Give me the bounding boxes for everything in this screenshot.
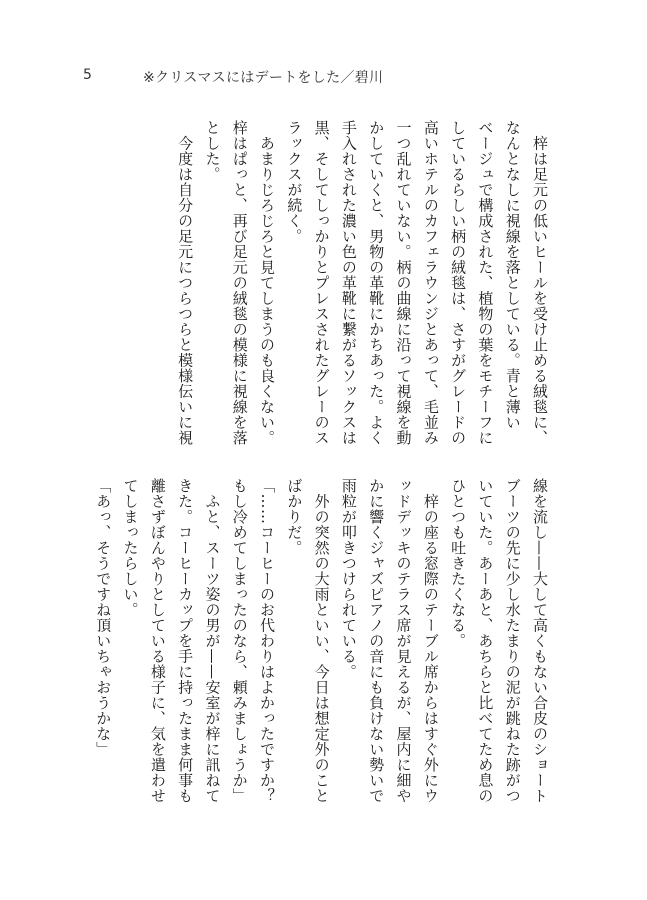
text-line: てしまったらしい。	[121, 478, 140, 618]
text-line: 「……コーヒーのお代わりはよかったですか？	[258, 478, 277, 804]
text-line: ラックスが続く。	[285, 120, 304, 244]
text-line: ベージュで構成された、植物の葉をモチーフに	[476, 120, 495, 446]
text-line: ブーツの先に少し水たまりの泥が跳ねた跡がつ	[503, 478, 522, 804]
text-line: 離さずぼんやりとしている様子に、気を遣わせ	[148, 478, 167, 804]
text-line: かに響くジャズピアノの音にも負けない勢いで	[367, 478, 386, 804]
text-column-top	[171, 120, 553, 446]
text-line: 雨粒が叩きつけられている。	[339, 478, 358, 680]
running-title: ※クリスマスにはデートをした／碧川	[143, 70, 384, 86]
text-line: あまりじろじろと見てしまうのも良くない。	[258, 120, 277, 446]
text-line: きた。コーヒーカップを手に持ったまま何事も	[176, 478, 195, 804]
text-line: かしていくと、男物の革靴にかちあった。よく	[367, 120, 386, 446]
text-line: とした。	[203, 120, 222, 182]
text-line: 梓はぱっと、再び足元の絨毯の模様に視線を落	[230, 120, 249, 446]
text-line: 梓の座る窓際のテーブル席からはすぐ外にウ	[421, 478, 440, 804]
text-line: しているらしい柄の絨毯は、さすがグレードの	[449, 120, 468, 446]
text-line: 手入れされた濃い色の革靴に繋がるソックスは	[339, 120, 358, 446]
text-line: 高いホテルのカフェラウンジとあって、毛並み	[421, 120, 440, 446]
text-line: もし冷めてしまったのなら、頼みましょうか」	[230, 478, 249, 804]
text-line: 黒、そしてしっかりとプレスされたグレーのス	[312, 120, 331, 446]
text-line: ふと、スーツ姿の男が——安室が梓に訊ねて	[203, 478, 222, 804]
text-line: 今度は自分の足元につらつらと模様伝いに視	[176, 120, 195, 446]
text-line: いていた。あーあと、あちらと比べてため息の	[476, 478, 495, 804]
page-number: 5	[83, 67, 92, 83]
text-line: 線を流し——大して高くもない合皮のショート	[531, 478, 549, 804]
text-line: 「あっ、そうですね頂いちゃおうかな」	[94, 478, 113, 757]
text-line: ひとつも吐きたくなる。	[449, 478, 468, 649]
text-column-bottom	[89, 478, 553, 804]
text-line: 梓は足元の低いヒールを受け止める絨毯に、	[531, 120, 549, 446]
text-line: 一つ乱れていない。柄の曲線に沿って視線を動	[394, 120, 413, 446]
text-line: なんとなしに視線を落としている。青と薄い	[503, 120, 522, 430]
text-line: ばかりだ。	[285, 478, 304, 556]
text-line: ッドデッキのテラス席が見えるが、屋内に細や	[394, 478, 413, 804]
text-line: 外の突然の大雨といい、今日は想定外のこと	[312, 478, 331, 804]
